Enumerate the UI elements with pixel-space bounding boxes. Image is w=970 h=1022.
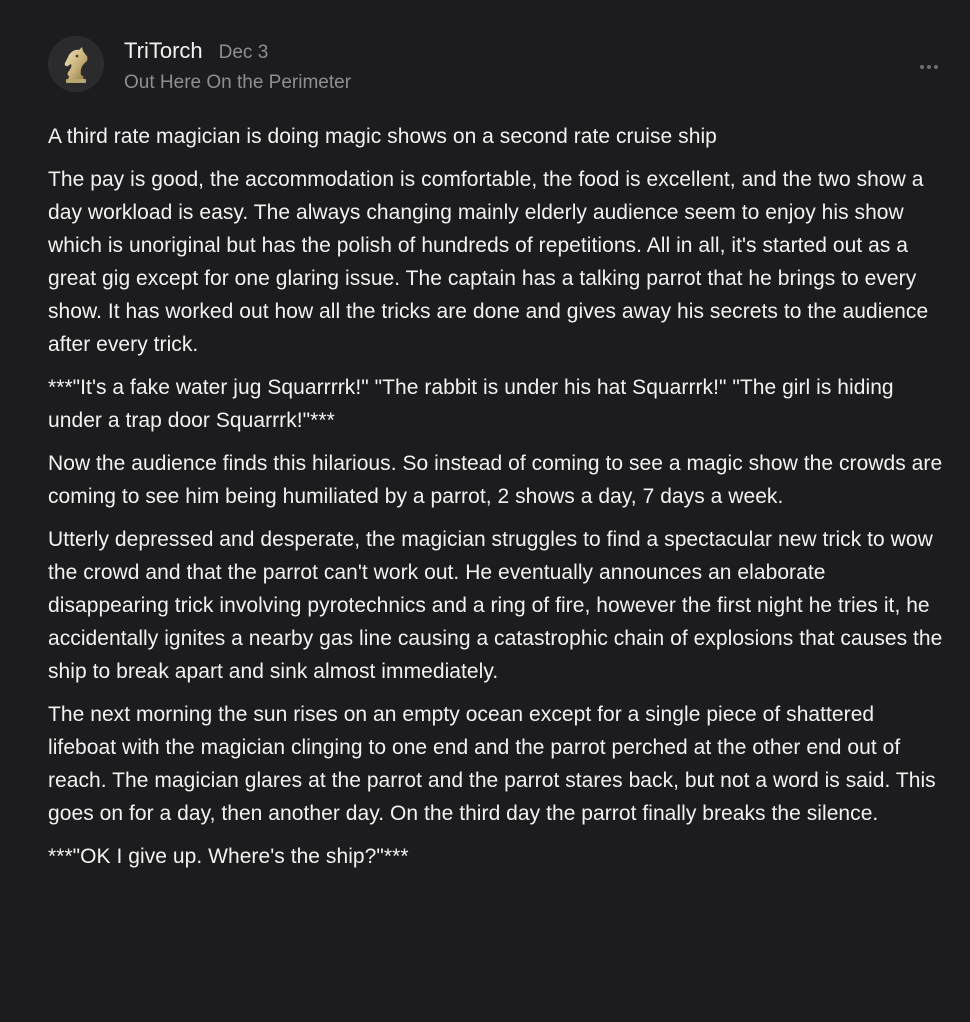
author-row	[124, 38, 268, 68]
paragraph: A third rate magician is doing magic shows on a second rate cruise ship	[48, 125, 717, 148]
author-name[interactable]: TriTorch	[124, 38, 203, 63]
paragraph: The next morning the sun rises on an empty ocean except for a single piece of shattered lifeboat with the magician clinging to one end and the parrot perched at the other end out of reach. The magician glares at the parrot and the parrot stares back, but not a word is said. This goes on for a day, then another day. On the third day the parrot finally breaks the silence.	[48, 703, 936, 825]
ellipsis-icon	[920, 65, 924, 69]
author-publication[interactable]: Out Here On the Perimeter	[124, 72, 352, 93]
paragraph: ***"It's a fake water jug Squarrrrk!" "The rabbit is under his hat Squarrrk!" "The girl is hiding under a trap door Squarrrk!"***	[48, 376, 894, 432]
paragraph: Utterly depressed and desperate, the magician struggles to find a spectacular new trick to wow the crowd and that the parrot can't work out. He eventually announces an elaborate disappearing trick involving pyrotechnics and a ring of fire, however the first night he tries it, he accidentally ignites a nearby gas line causing a catastrophic chain of explosions that causes the ship to break apart and sink almost immediately.	[48, 528, 943, 683]
avatar[interactable]	[48, 36, 104, 92]
post-body	[48, 120, 948, 883]
paragraph: Now the audience finds this hilarious. So instead of coming to see a magic show the crowds are coming to see him being humiliated by a parrot, 2 shows a day, 7 days a week.	[48, 452, 943, 508]
paragraph: The pay is good, the accommodation is comfortable, the food is excellent, and the two show a day workload is easy. The always changing mainly elderly audience seem to enjoy his show which is unoriginal but has the polish of hundreds of repetitions. All in all, it's started out as a great gig except for one glaring issue. The captain has a talking parrot that he brings to every show. It has worked out how all the tricks are done and gives away his secrets to the audience after every trick.	[48, 168, 929, 356]
ellipsis-icon	[927, 65, 931, 69]
chess-knight-icon	[48, 36, 104, 92]
post-date: Dec 3	[218, 42, 269, 63]
more-options-button[interactable]	[912, 56, 946, 78]
paragraph: ***"OK I give up. Where's the ship?"***	[48, 845, 409, 868]
ellipsis-icon	[934, 65, 938, 69]
